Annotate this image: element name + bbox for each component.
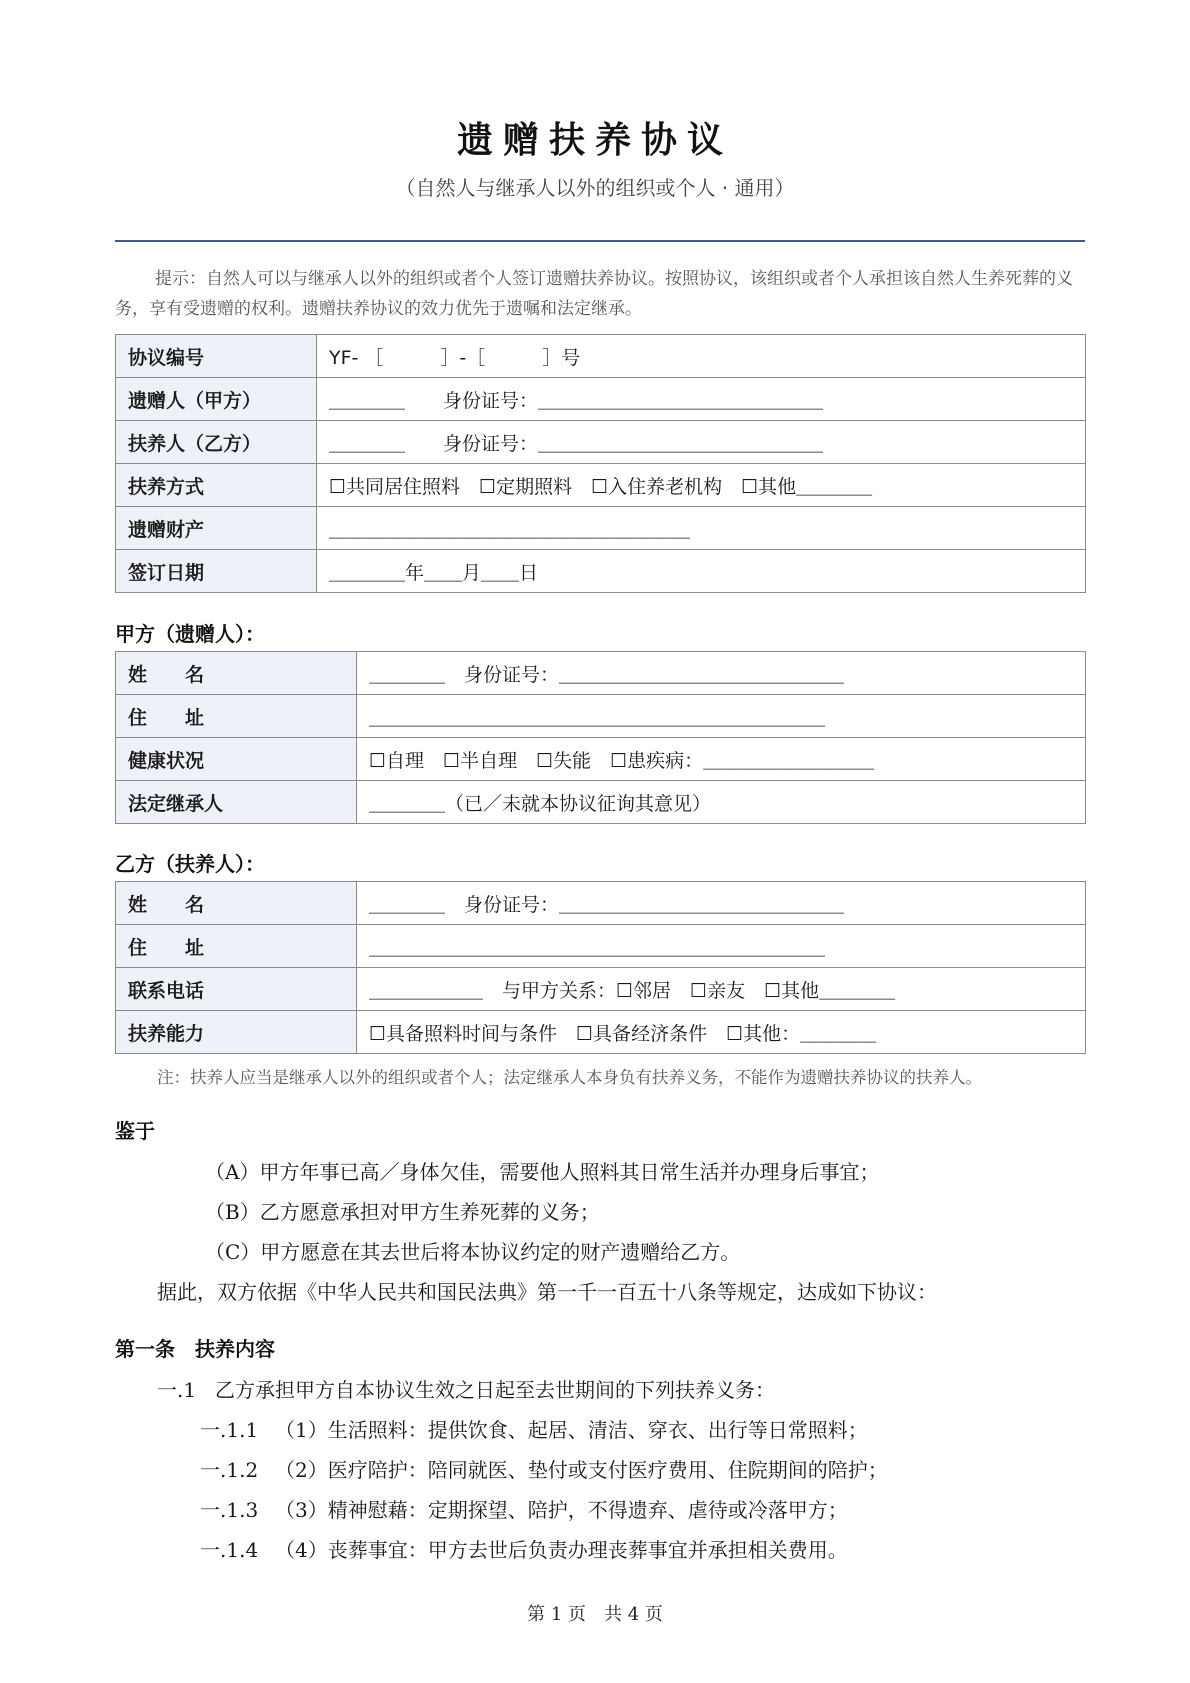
table-row (116, 507, 1086, 550)
subclause-number: 一.1.3 (200, 1498, 259, 1522)
table-row (116, 925, 1086, 968)
subclause-number: 一.1.2 (200, 1458, 259, 1482)
row-label: 住 址 (116, 925, 357, 968)
party-a-table (115, 651, 1086, 824)
table-row (116, 882, 1086, 925)
table-row (116, 968, 1086, 1011)
row-value: ＿＿＿＿ 身份证号：＿＿＿＿＿＿＿＿＿＿＿＿＿＿＿ (357, 652, 1086, 695)
table-row (116, 335, 1086, 378)
row-value: ＿＿＿＿＿＿＿＿＿＿＿＿＿＿＿＿＿＿＿ (317, 507, 1086, 550)
row-value: YF- ［ ］-［ ］号 (317, 335, 1086, 378)
summary-table (115, 334, 1086, 593)
whereas-heading: 鉴于 (115, 1119, 155, 1143)
party-a-heading: 甲方（遗赠人）： (115, 622, 265, 646)
row-label: 住 址 (116, 695, 357, 738)
table-row (116, 652, 1086, 695)
row-label: 遗赠财产 (116, 507, 317, 550)
row-label: 协议编号 (116, 335, 317, 378)
tip-paragraph: 提示：自然人可以与继承人以外的组织或者个人签订遗赠扶养协议。按照协议，该组织或者个人承担该自然人生养死葬的义务，享有受遗赠的权利。遗赠扶养协议的效力优先于遗嘱和法定继承。 (115, 269, 1073, 319)
row-value: ＿＿＿＿ 身份证号：＿＿＿＿＿＿＿＿＿＿＿＿＿＿＿ (357, 882, 1086, 925)
subclause-number: 一.1.1 (200, 1418, 259, 1442)
row-label: 扶养人（乙方） (116, 421, 317, 464)
subclause-text: （4）丧葬事宜：甲方去世后负责办理丧葬事宜并承担相关费用。 (275, 1538, 848, 1562)
article-1-heading: 第一条 扶养内容 (115, 1337, 275, 1361)
row-label: 签订日期 (116, 550, 317, 593)
clause-text: 乙方承担甲方自本协议生效之日起至去世期间的下列扶养义务： (215, 1378, 775, 1402)
subclause-text: （1）生活照料：提供饮食、起居、清洁、穿衣、出行等日常照料； (275, 1418, 868, 1442)
party-b-table (115, 881, 1086, 1054)
party-b-note: 注：扶养人应当是继承人以外的组织或者个人；法定继承人本身负有扶养义务，不能作为遗赠扶养协议的扶养人。 (157, 1068, 982, 1087)
table-row (116, 378, 1086, 421)
table-row (116, 695, 1086, 738)
row-label: 扶养能力 (116, 1011, 357, 1054)
table-row (116, 1011, 1086, 1054)
whereas-item-b: （B）乙方愿意承担对甲方生养死葬的义务； (205, 1200, 600, 1224)
document-subtitle: （自然人与继承人以外的组织或个人 · 通用） (395, 176, 795, 200)
table-row (116, 738, 1086, 781)
row-value: ＿＿＿＿ 身份证号：＿＿＿＿＿＿＿＿＿＿＿＿＿＿＿ (317, 421, 1086, 464)
row-value: ＿＿＿＿ 身份证号：＿＿＿＿＿＿＿＿＿＿＿＿＿＿＿ (317, 378, 1086, 421)
page-footer: 第 1 页 共 4 页 (527, 1604, 663, 1625)
whereas-item-a: （A）甲方年事已高／身体欠佳，需要他人照料其日常生活并办理身后事宜； (205, 1160, 880, 1184)
row-value: ＿＿＿＿（已／未就本协议征询其意见） (357, 781, 1086, 824)
party-b-heading: 乙方（扶养人）： (115, 852, 265, 876)
row-label: 法定继承人 (116, 781, 357, 824)
whereas-item-c: （C）甲方愿意在其去世后将本协议约定的财产遗赠给乙方。 (205, 1240, 741, 1264)
table-row (116, 464, 1086, 507)
row-label: 健康状况 (116, 738, 357, 781)
row-value: ☐自理 ☐半自理 ☐失能 ☐患疾病：＿＿＿＿＿＿＿＿＿ (357, 738, 1086, 781)
table-row (116, 781, 1086, 824)
clause-number: 一.1 (157, 1378, 197, 1402)
row-label: 遗赠人（甲方） (116, 378, 317, 421)
row-label: 姓 名 (116, 652, 357, 695)
row-label: 联系电话 (116, 968, 357, 1011)
row-label: 扶养方式 (116, 464, 317, 507)
row-value: ☐具备照料时间与条件 ☐具备经济条件 ☐其他：＿＿＿＿ (357, 1011, 1086, 1054)
whereas-conclusion: 据此，双方依据《中华人民共和国民法典》第一千一百五十八条等规定，达成如下协议： (157, 1280, 937, 1304)
subclause-number: 一.1.4 (200, 1538, 259, 1562)
subclause-text: （3）精神慰藉：定期探望、陪护，不得遗弃、虐待或冷落甲方； (275, 1498, 848, 1522)
title-divider (115, 240, 1085, 242)
table-row (116, 550, 1086, 593)
row-value: ☐共同居住照料 ☐定期照料 ☐入住养老机构 ☐其他＿＿＿＿ (317, 464, 1086, 507)
subclause-text: （2）医疗陪护：陪同就医、垫付或支付医疗费用、住院期间的陪护； (275, 1458, 888, 1482)
document-title: 遗赠扶养协议 (456, 120, 733, 161)
row-value: ＿＿＿＿＿＿＿＿＿＿＿＿＿＿＿＿＿＿＿＿＿＿＿＿ (357, 695, 1086, 738)
row-value: ＿＿＿＿年＿＿月＿＿日 (317, 550, 1086, 593)
row-value: ＿＿＿＿＿＿＿＿＿＿＿＿＿＿＿＿＿＿＿＿＿＿＿＿ (357, 925, 1086, 968)
table-row (116, 421, 1086, 464)
row-value: ＿＿＿＿＿＿ 与甲方关系：☐邻居 ☐亲友 ☐其他＿＿＿＿ (357, 968, 1086, 1011)
row-label: 姓 名 (116, 882, 357, 925)
